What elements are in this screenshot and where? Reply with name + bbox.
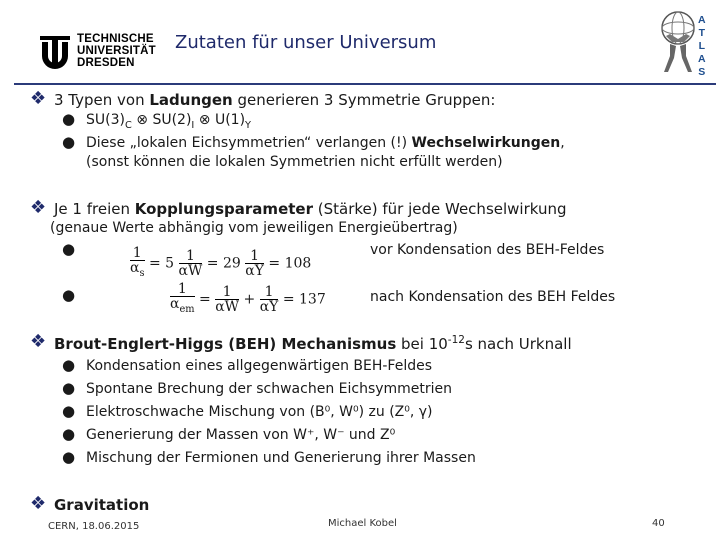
heading-text: (Stärke) für jede Wechselwirkung: [312, 200, 567, 218]
diamond-bullet-icon: ❖: [30, 493, 47, 514]
formula-before-condensation: $\frac{1}{\alpha_s}$ = 5 $\frac{1}{\alpha W}$ = 29 $\frac{1}{\alpha Y}$ = 108: [130, 245, 312, 279]
beh-item: Elektroschwache Mischung von (B⁰, W⁰) zu (Z⁰, γ): [86, 404, 433, 420]
bullet-dot-icon: ●: [62, 133, 76, 151]
group-su2: SU(2): [152, 112, 192, 128]
section-heading-coupling: [54, 200, 567, 218]
bullet-dot-icon: ●: [62, 286, 76, 304]
atlas-letter: L: [698, 40, 705, 52]
bullet-dot-icon: ●: [62, 425, 76, 443]
heading-text: Je 1 freien: [54, 200, 135, 218]
fraction: $\frac{1}{\alpha Y}$: [259, 283, 279, 315]
section-heading-beh: Brout-Englert-Higgs (BEH) Mechanismus bei $10^{-12}s$ nach Urknall: [54, 334, 572, 353]
atlas-letter: T: [698, 27, 705, 39]
atlas-letter: A: [698, 14, 706, 26]
atlas-wordmark: [698, 14, 706, 79]
bullet-text: ,: [560, 135, 565, 151]
heading-bold: Gravitation: [54, 496, 150, 514]
gauge-bullet-2-line2: (sonst können die lokalen Symmetrien nicht erfüllt werden): [86, 154, 503, 170]
sub-i: I: [191, 119, 195, 131]
atlas-logo-icon: [650, 6, 718, 78]
formula-label-before: vor Kondensation des BEH-Feldes: [370, 242, 605, 258]
group-su3: SU(3): [86, 112, 125, 128]
beh-item: Mischung der Fermionen und Generierung ihrer Massen: [86, 450, 476, 466]
section-heading-gravitation: [54, 496, 149, 514]
fraction: $\frac{1}{\alpha_s}$: [130, 245, 145, 279]
beh-item: Kondensation eines allgegenwärtigen BEH-Feldes: [86, 358, 433, 374]
footer-date: CERN, 18.06.2015: [48, 521, 140, 532]
fraction: $\frac{1}{\alpha_{em}}$: [170, 281, 195, 315]
formula-label-after: nach Kondensation des BEH Feldes: [370, 289, 616, 305]
coupling-note: (genaue Werte abhängig vom jeweiligen Energieübertrag): [50, 220, 458, 236]
heading-bold: Kopplungsparameter: [134, 200, 313, 218]
tu-logo-line: DRESDEN: [77, 57, 135, 69]
diamond-bullet-icon: ❖: [30, 197, 47, 218]
bullet-dot-icon: ●: [62, 356, 76, 374]
section-heading-charges: [54, 91, 495, 109]
formula-after-condensation: $\frac{1}{\alpha_{em}}$ = $\frac{1}{\alpha W}$ + $\frac{1}{\alpha Y}$ = 137: [170, 281, 326, 315]
diamond-bullet-icon: ❖: [30, 88, 47, 109]
bullet-text: Diese „lokalen Eichsymmetrien“ verlangen (!): [86, 135, 412, 151]
bullet-bold: Wechselwirkungen: [411, 135, 561, 151]
fraction: $\frac{1}{\alpha Y}$: [245, 247, 264, 279]
bullet-dot-icon: ●: [62, 110, 76, 128]
heading-text: generieren 3 Symmetrie Gruppen:: [232, 91, 496, 109]
heading-bold: Brout-Englert-Higgs (BEH) Mechanismus: [54, 335, 397, 353]
bullet-dot-icon: ●: [62, 240, 76, 258]
diamond-bullet-icon: ❖: [30, 331, 47, 352]
beh-item: Generierung der Massen von W⁺, W⁻ und Z⁰: [86, 427, 396, 443]
gauge-groups: $SU(3)_C$ ⊗ $SU(2)_I$ ⊗ $U(1)_Y$: [86, 112, 252, 131]
bullet-dot-icon: ●: [62, 402, 76, 420]
fraction: $\frac{1}{\alpha W}$: [215, 283, 240, 315]
footer-author: Michael Kobel: [328, 518, 397, 529]
tu-logo-mark-icon: [40, 36, 70, 69]
gauge-bullet-2: [86, 135, 565, 151]
bullet-dot-icon: ●: [62, 448, 76, 466]
atlas-letter: S: [698, 66, 706, 78]
heading-text: 3 Typen von: [54, 91, 150, 109]
fraction: $\frac{1}{\alpha W}$: [178, 247, 203, 279]
atlas-letter: A: [698, 53, 706, 65]
heading-bold: Ladungen: [149, 91, 233, 109]
tu-logo-text: [77, 33, 156, 69]
tu-logo-line: TECHNISCHE: [77, 33, 154, 45]
page-number: 40: [652, 518, 665, 529]
sub-c: C: [124, 119, 132, 131]
tu-logo-line: UNIVERSITÄT: [77, 45, 156, 57]
group-u1: U(1): [214, 112, 246, 128]
bullet-dot-icon: ●: [62, 379, 76, 397]
slide-title: Zutaten für unser Universum: [175, 32, 437, 53]
beh-item: Spontane Brechung der schwachen Eichsymmetrien: [86, 381, 453, 397]
header-divider: [14, 83, 716, 85]
sub-y: Y: [245, 119, 252, 131]
